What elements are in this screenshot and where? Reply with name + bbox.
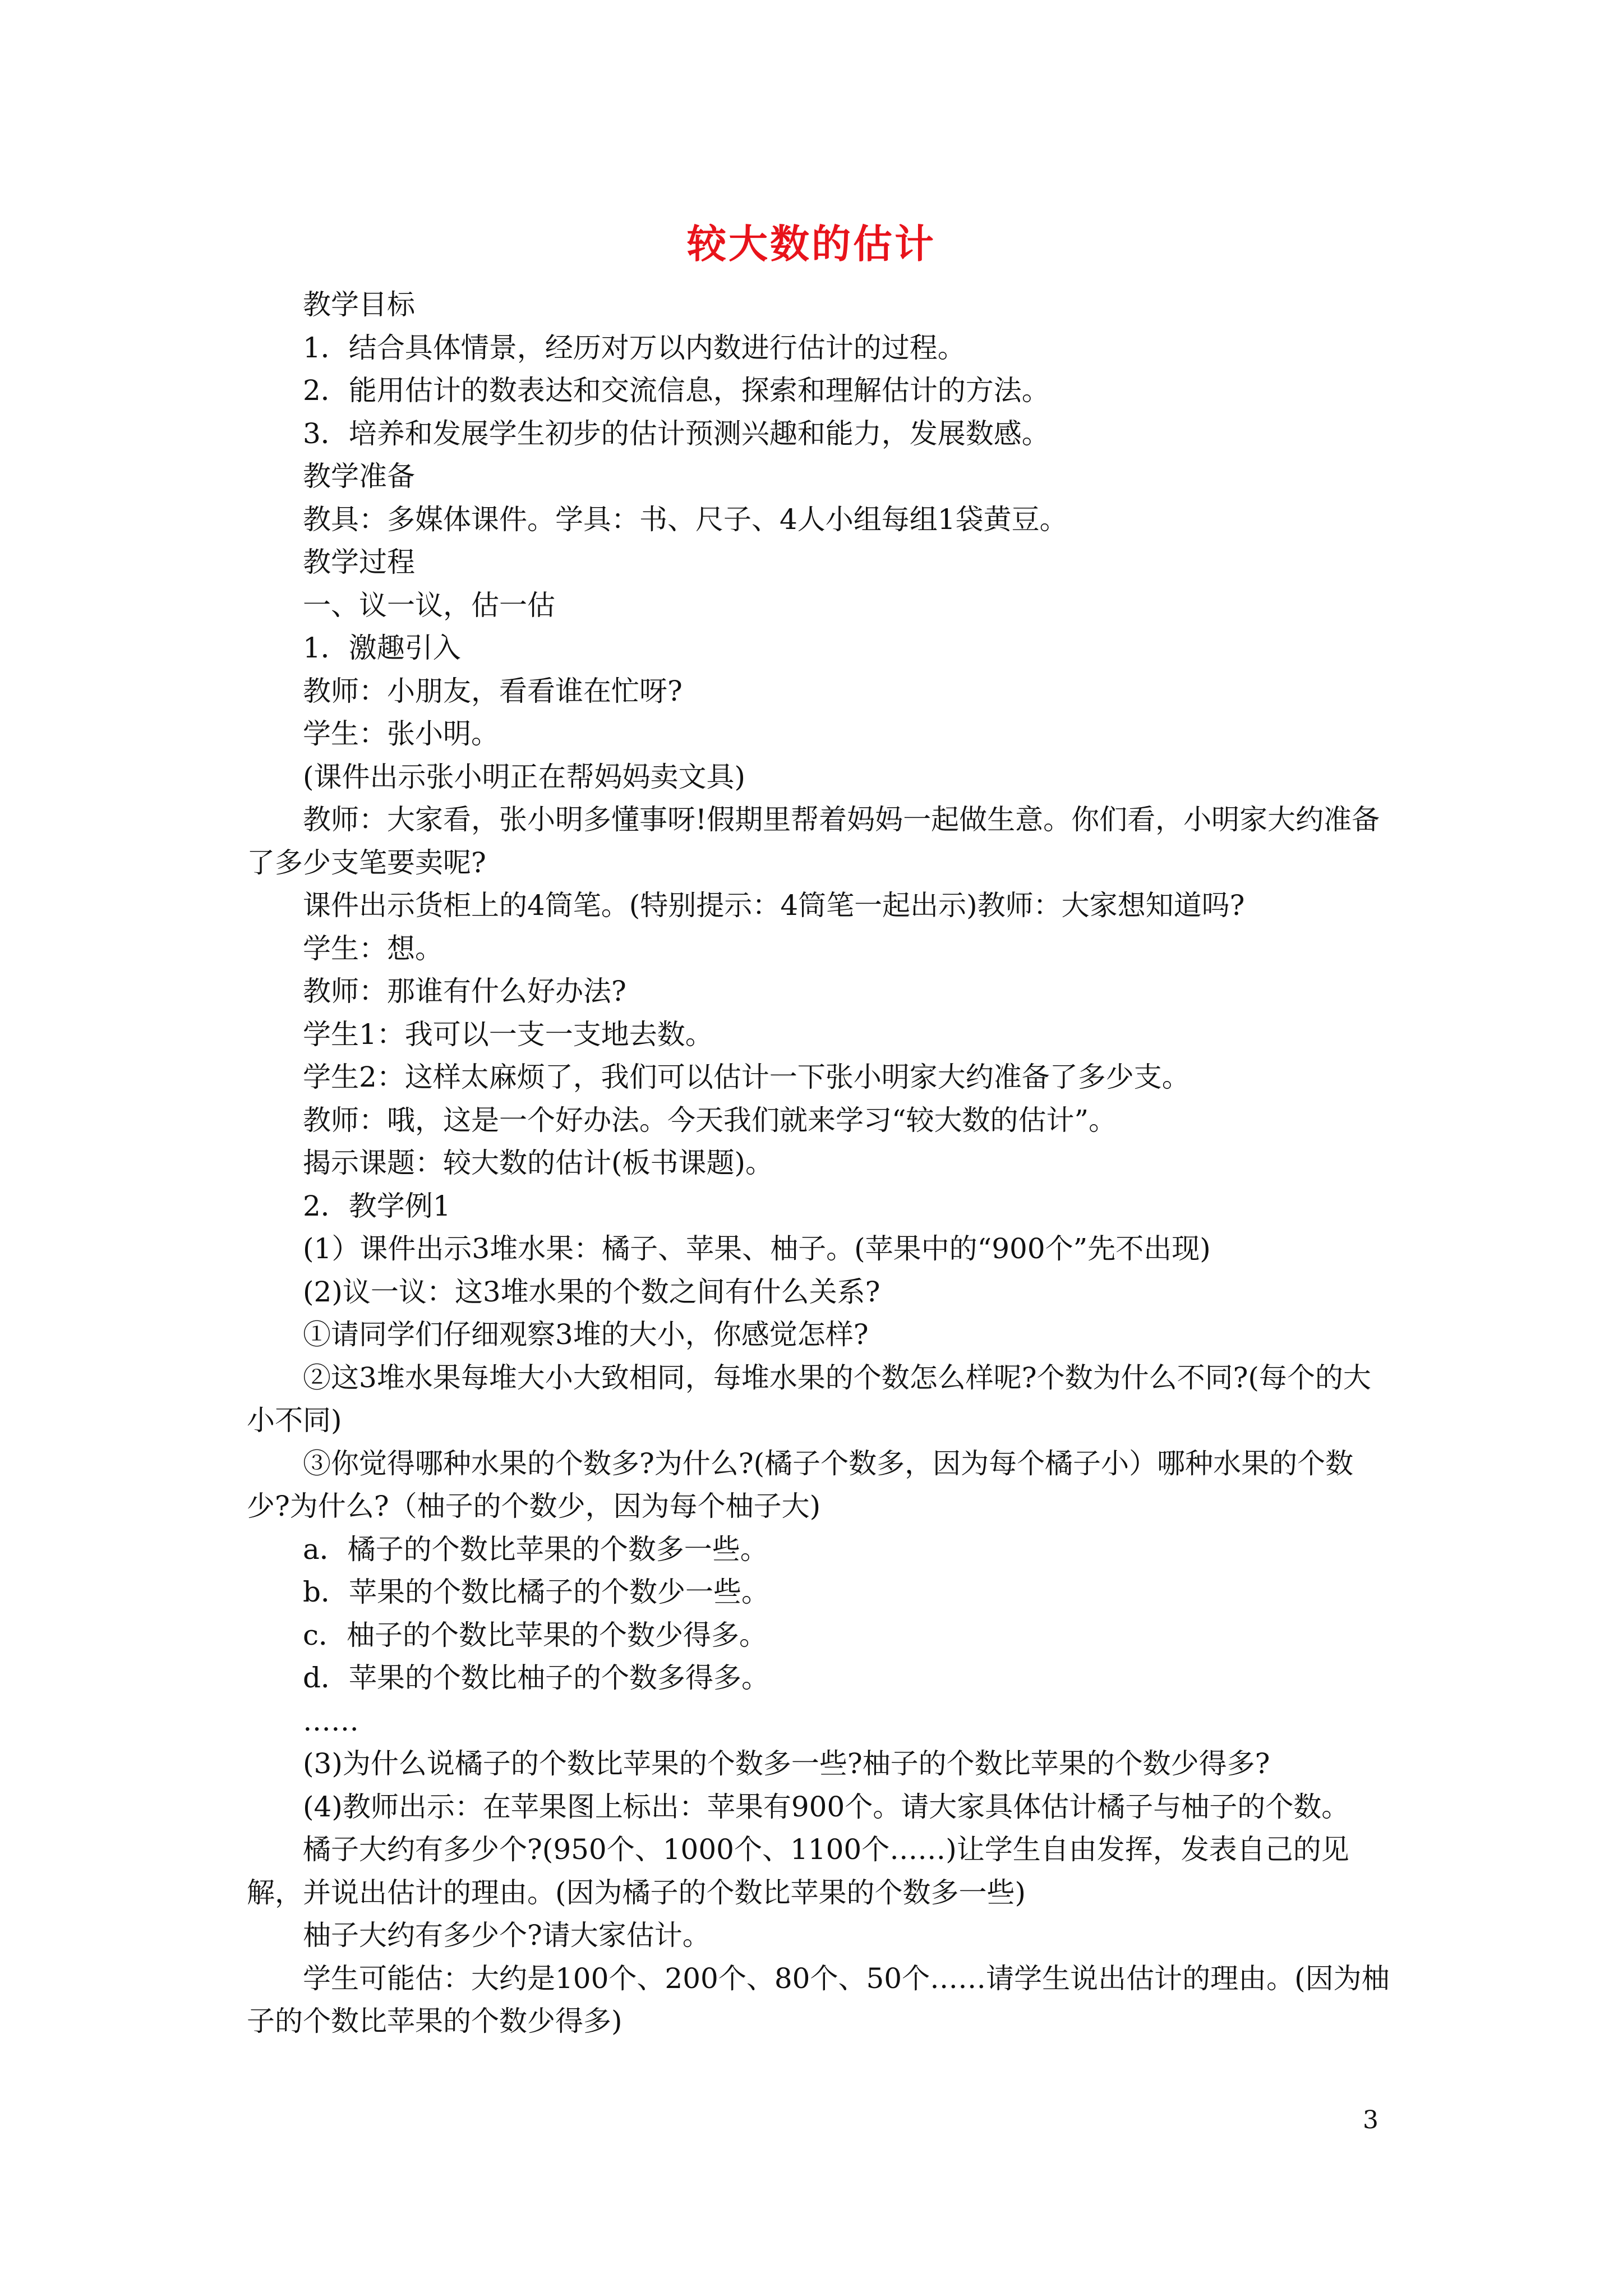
paragraph: 一、议一议，估一估 [303,588,555,622]
paragraph: 教学目标 [303,288,415,321]
paragraph: (3)为什么说橘子的个数比苹果的个数多一些?柚子的个数比苹果的个数少得多? [303,1747,1270,1780]
paragraph: 教师：小朋友，看看谁在忙呀? [303,674,683,707]
paragraph: ①请同学们仔细观察3堆的大小，你感觉怎样? [303,1318,869,1351]
paragraph: 学生可能估：大约是100个、200个、80个、50个……请学生说出估计的理由。(因为柚子的个数比苹果的个数少得多) [247,1962,1390,2037]
paragraph: 学生1：我可以一支一支地去数。 [303,1018,713,1051]
paragraph: 学生：想。 [303,932,443,965]
paragraph: 教师：哦，这是一个好办法。今天我们就来学习“较大数的估计”。 [303,1103,1117,1137]
paragraph: 教师：大家看，张小明多懂事呀!假期里帮着妈妈一起做生意。你们看，小明家大约准备了多少支笔要卖呢? [247,803,1380,879]
paragraph: b．苹果的个数比橘子的个数少一些。 [303,1576,770,1608]
paragraph: 1．激趣引入 [303,632,461,664]
paragraph: d．苹果的个数比柚子的个数多得多。 [303,1662,770,1694]
paragraph: (1）课件出示3堆水果：橘子、苹果、柚子。(苹果中的“900个”先不出现) [303,1232,1211,1265]
paragraph: 学生2：这样太麻烦了，我们可以估计一下张小明家大约准备了多少支。 [303,1061,1190,1093]
paragraph: 2．教学例1 [303,1189,451,1222]
paragraph: 柚子大约有多少个?请大家估计。 [303,1919,711,1952]
paragraph: 学生：张小明。 [303,717,499,750]
paragraph: 课件出示货柜上的4筒笔。(特别提示：4筒笔一起出示)教师：大家想知道吗? [303,889,1245,922]
document-body [247,283,1391,2043]
paragraph: 教学过程 [303,546,415,578]
paragraph: 教师：那谁有什么好办法? [303,975,626,1007]
paragraph: (2)议一议：这3堆水果的个数之间有什么关系? [303,1275,880,1308]
page-title: 较大数的估计 [687,221,936,267]
paragraph: 揭示课题：较大数的估计(板书课题)。 [303,1147,774,1179]
paragraph: a．橘子的个数比苹果的个数多一些。 [303,1533,768,1566]
paragraph: 2．能用估计的数表达和交流信息，探索和理解估计的方法。 [303,374,1050,407]
paragraph: …… [303,1704,359,1737]
paragraph: c．柚子的个数比苹果的个数少得多。 [303,1618,768,1651]
paragraph: ③你觉得哪种水果的个数多?为什么?(橘子个数多，因为每个橘子小）哪种水果的个数少?为什么?（柚子的个数少，因为每个柚子大) [247,1447,1354,1522]
paragraph: 教具：多媒体课件。学具：书、尺子、4人小组每组1袋黄豆。 [303,503,1068,536]
paragraph: 1．结合具体情景，经历对万以内数进行估计的过程。 [303,331,966,364]
paragraph: 橘子大约有多少个?(950个、1000个、1100个……)让学生自由发挥，发表自己的见解，并说出估计的理由。(因为橘子的个数比苹果的个数多一些) [247,1833,1349,1909]
page-number: 3 [1363,2106,1378,2134]
paragraph: 教学准备 [303,460,415,493]
paragraph: (课件出示张小明正在帮妈妈卖文具) [303,760,746,793]
paragraph: 3．培养和发展学生初步的估计预测兴趣和能力，发展数感。 [303,417,1050,450]
paragraph: ②这3堆水果每堆大小大致相同，每堆水果的个数怎么样呢?个数为什么不同?(每个的大小不同) [247,1361,1371,1437]
paragraph: (4)教师出示：在苹果图上标出：苹果有900个。请大家具体估计橘子与柚子的个数。 [303,1790,1350,1823]
